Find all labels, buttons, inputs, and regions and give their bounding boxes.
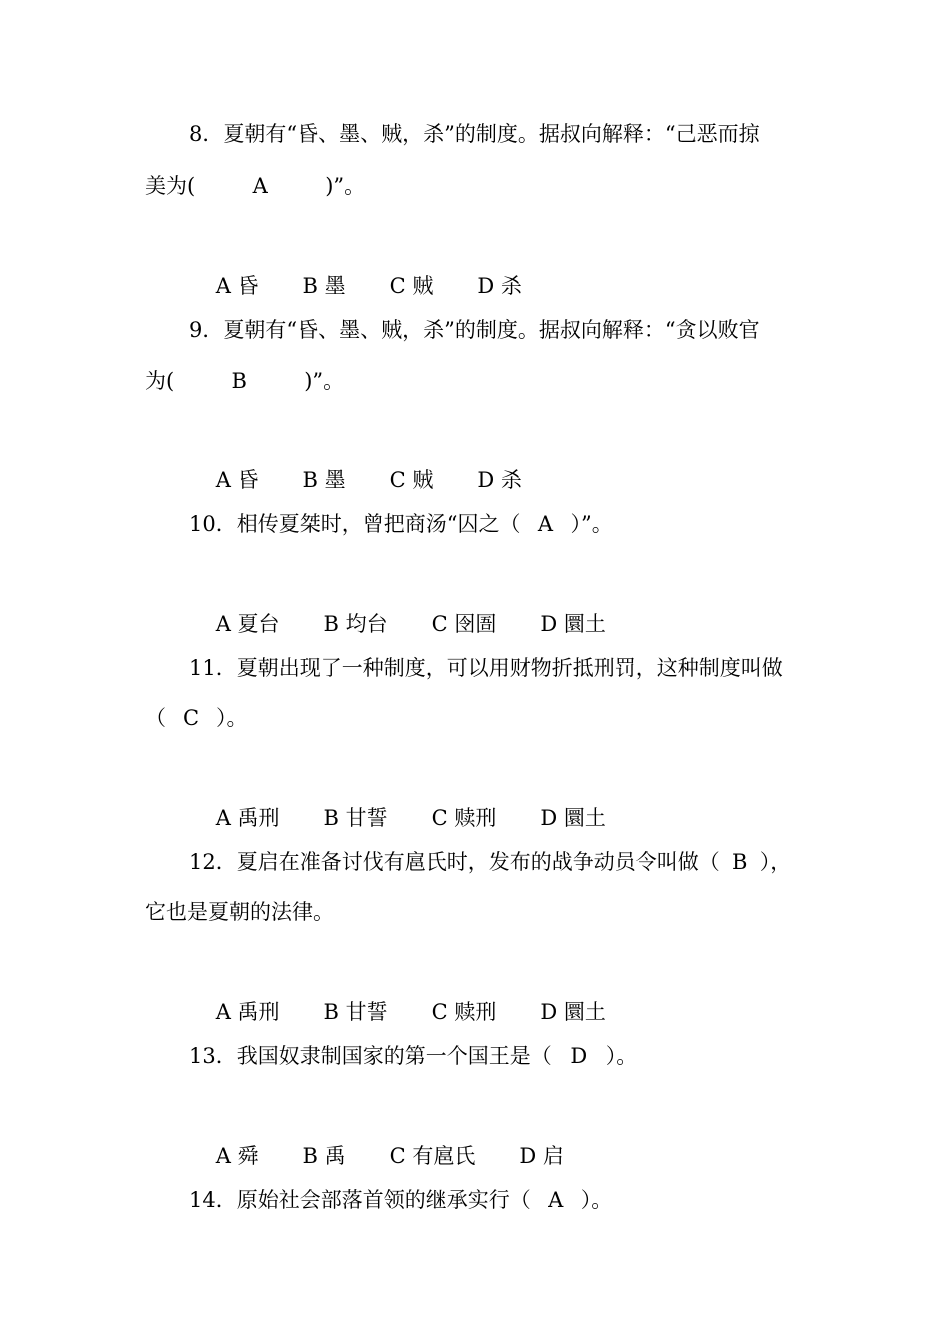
- question-9-option-d: D 杀: [477, 468, 522, 492]
- question-14-line-1: [189, 1186, 612, 1214]
- question-14-prefix: 14．原始社会部落首领的继承实行（: [189, 1188, 531, 1212]
- question-10-option-a: A 夏台: [215, 612, 280, 636]
- question-9-line-2: [145, 367, 344, 395]
- question-9-option-c: C 贼: [389, 468, 434, 492]
- question-8-answer: A: [252, 174, 268, 198]
- question-14-suffix: ）。: [580, 1188, 613, 1212]
- question-8-prefix: 美为(: [145, 174, 196, 198]
- question-9-prefix: 为(: [145, 369, 175, 393]
- question-8-option-d: D 杀: [477, 274, 522, 298]
- question-10-option-d: D 圜土: [540, 612, 606, 636]
- question-12-option-b: B 甘誓: [323, 1000, 388, 1024]
- question-8-line-1: 8．夏朝有“昏、墨、贼，杀”的制度。据叔向解释：“己恶而掠: [189, 122, 760, 146]
- question-13-prefix: 13．我国奴隶制国家的第一个国王是（: [189, 1044, 552, 1068]
- question-11-option-b: B 甘誓: [323, 806, 388, 830]
- question-11-prefix: （: [145, 706, 166, 730]
- question-11-option-a: A 禹刑: [215, 806, 280, 830]
- question-9-option-b: B 墨: [302, 468, 346, 492]
- question-11-answer: C: [182, 706, 200, 730]
- question-9-option-a: A 昏: [215, 468, 259, 492]
- question-12-option-d: D 圜土: [540, 1000, 606, 1024]
- question-13-suffix: ）。: [605, 1044, 638, 1068]
- question-11-suffix: ）。: [216, 706, 248, 730]
- question-11-line-1: 11．夏朝出现了一种制度，可以用财物折抵刑罚，这种制度叫做: [189, 656, 783, 680]
- question-14-answer: A: [548, 1188, 564, 1212]
- question-9-suffix: )”。: [304, 369, 345, 393]
- question-9-answer: B: [231, 369, 247, 393]
- question-12-line-2: 它也是夏朝的法律。: [145, 900, 334, 924]
- question-12-option-a: A 禹刑: [215, 1000, 280, 1024]
- question-10-answer: A: [537, 512, 554, 536]
- question-13-option-b: B 禹: [302, 1144, 346, 1168]
- question-13-option-d: D 启: [519, 1144, 564, 1168]
- question-8-option-c: C 贼: [389, 274, 434, 298]
- question-13-line-1: [189, 1042, 637, 1070]
- question-11-option-d: D 圜土: [540, 806, 606, 830]
- question-12-option-c: C 赎刑: [431, 1000, 497, 1024]
- question-13-option-c: C 有扈氏: [389, 1144, 476, 1168]
- question-9-line-1: 9．夏朝有“昏、墨、贼，杀”的制度。据叔向解释：“贪以败官: [189, 318, 760, 342]
- question-8-option-a: A 昏: [215, 274, 259, 298]
- question-13-option-a: A 舜: [215, 1144, 259, 1168]
- question-10-option-c: C 囹圄: [431, 612, 497, 636]
- question-8-suffix: )”。: [325, 174, 366, 198]
- question-8-option-b: B 墨: [302, 274, 346, 298]
- question-12-suffix: ），: [759, 850, 792, 874]
- question-10-suffix: ）”。: [570, 512, 613, 536]
- question-10-line-1: [189, 510, 613, 538]
- question-11-line-2: [145, 704, 248, 732]
- question-13-answer: D: [570, 1044, 588, 1068]
- question-8-line-2: [145, 172, 365, 200]
- question-10-prefix: 10．相传夏桀时，曾把商汤“囚之（: [189, 512, 521, 536]
- question-11-option-c: C 赎刑: [431, 806, 497, 830]
- question-12-answer: B: [732, 850, 748, 874]
- question-12-prefix: 12．夏启在准备讨伐有扈氏时，发布的战争动员令叫做（: [189, 850, 720, 874]
- question-10-option-b: B 均台: [323, 612, 388, 636]
- question-12-line-1: [189, 848, 791, 876]
